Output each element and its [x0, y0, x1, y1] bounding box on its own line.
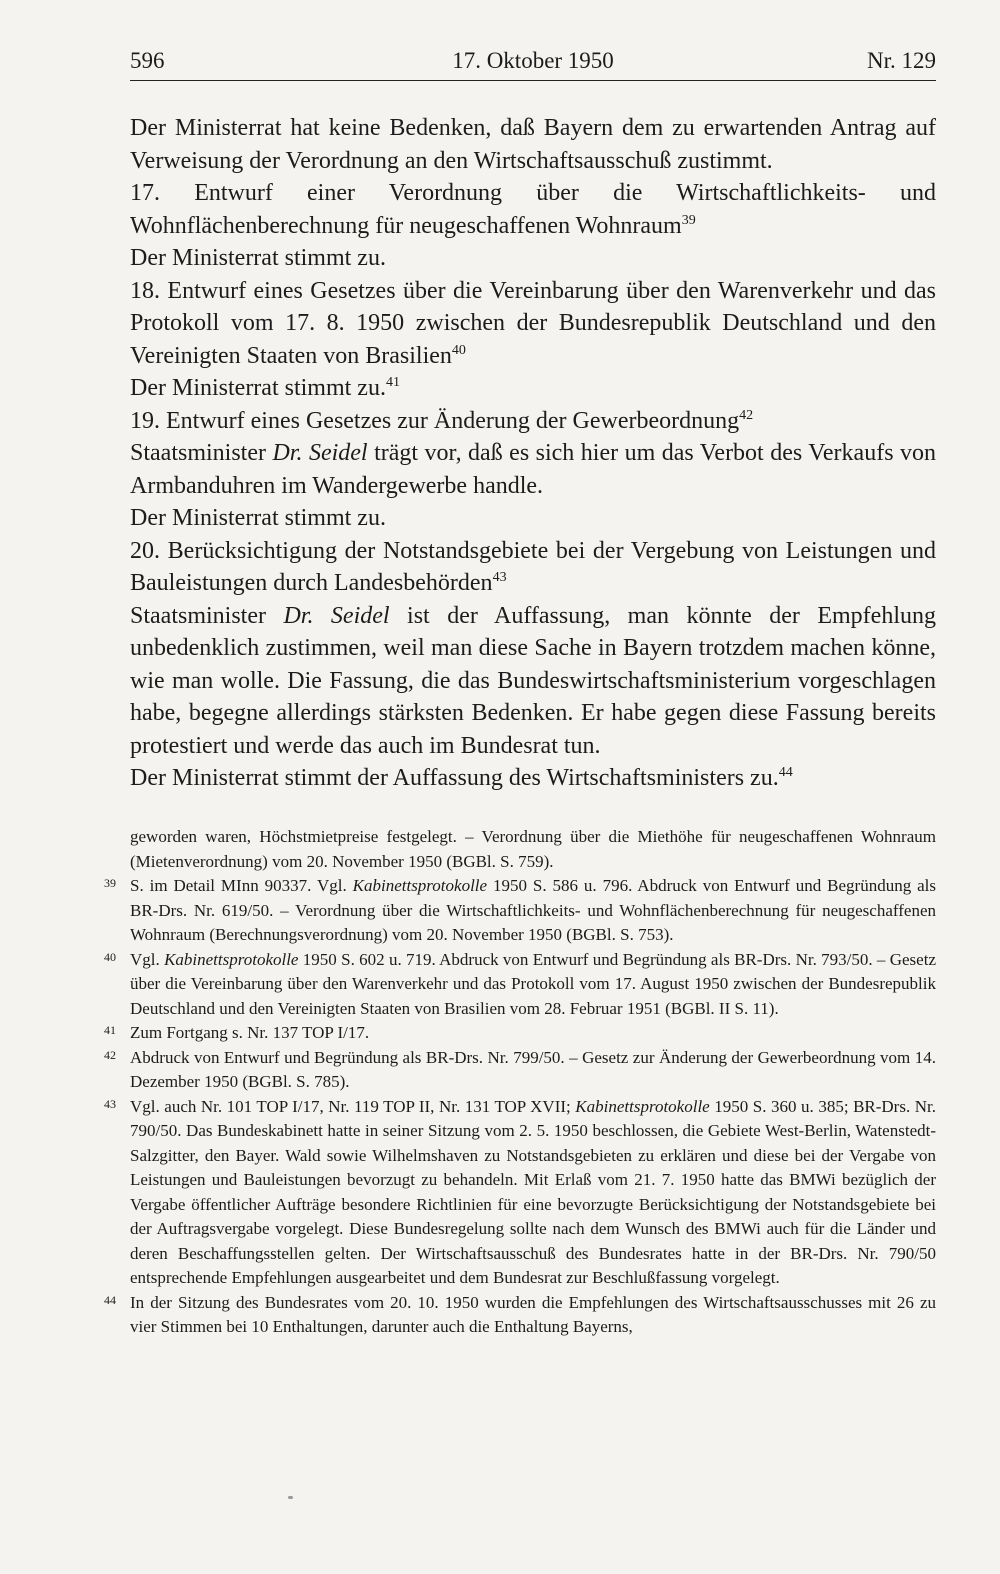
footnote-reference: 39 [681, 212, 696, 228]
footnote-text: S. im Detail MInn 90337. Vgl. [130, 876, 353, 895]
footnote-reference: 40 [451, 342, 466, 358]
paragraph-text: Der Ministerrat hat keine Bedenken, daß Bayern dem zu erwartenden Antrag auf Verweisung der Verordnung an den Wirtschaftsausschuß zustimmt. [130, 115, 936, 174]
paragraph-text: ist der Auffassung, man könnte der Empfehlung unbedenklich zustimmen, weil man diese Sache in Bayern trotzdem machen könne, wie man wolle. Die Fassung, die das Bundeswirtschaftsministerium vorgeschlagen habe, begegne allerdings stärksten Bedenken. Er habe gegen diese Fassung bereits protestiert und werde das auch im Bundesrat tun. [130, 602, 936, 759]
running-header [130, 46, 936, 76]
footnote-text: 1950 S. 360 u. 385; BR-Drs. Nr. 790/50. Das Bundeskabinett hatte in seiner Sitzung vom 2. 5. 1950 beschlossen, die Gebiete West-Berlin, Watenstedt-Salzgitter, den Bayer. Wald sowie Wilhelmshaven zu Notstandsgebieten zu erklären und diese bei der Vergabe von Leistungen und Bauleistungen bevorzugt zu behandeln. Mit Erlaß vom 21. 7. 1950 hatte das BMWi bezüglich der Vergabe öffentlicher Aufträge besondere Richtlinien für eine bevorzugte Berücksichtigung der Notstandsgebiete bei der Auftragsvergabe vorgelegt. Diese Bundesregelung sollte nach dem Wunsch des BMWi auch für die Länder und deren Beschaffungsstellen gelten. Der Wirtschaftsausschuß des Bundesrates hatte in der BR-Drs. Nr. 790/50 entsprechende Empfehlungen ausgearbeitet und dem Bundesrat zur Beschlußfassung vorgelegt. [130, 1096, 936, 1287]
footnote-text: Zum Fortgang s. Nr. 137 TOP I/17. [130, 1023, 370, 1042]
body-paragraph [130, 405, 936, 438]
paragraph-text: 18. Entwurf eines Gesetzes über die Vereinbarung über den Warenverkehr und das Protokoll vom 17. 8. 1950 zwischen der Bundesrepublik Deutschland und den Vereinigten Staaten von Brasilien [130, 277, 936, 369]
paragraph-text: 20. Berücksichtigung der Notstandsgebiete bei der Vergebung von Leistungen und Bauleistungen durch Landesbehörden [130, 537, 936, 596]
paragraph-text: Der Ministerrat stimmt zu. [130, 245, 386, 271]
footnote-text: In der Sitzung des Bundesrates vom 20. 10. 1950 wurden die Empfehlungen des Wirtschaftsausschusses mit 26 zu vier Stimmen bei 10 Enthaltungen, darunter auch die Enthaltung Bayerns, [130, 1292, 936, 1336]
paragraph-text: 19. Entwurf eines Gesetzes zur Änderung der Gewerbeordnung [130, 407, 740, 434]
body-paragraph [130, 600, 936, 763]
footnote [130, 825, 936, 874]
paragraph-text: Staatsminister [130, 602, 284, 629]
footnote [104, 1291, 936, 1340]
footnote [104, 1021, 936, 1046]
body-paragraph [130, 112, 936, 177]
paragraph-text: trägt vor, daß es sich hier um das Verbot des Verkaufs von Armbanduhren im Wandergewerbe handle. [130, 440, 937, 499]
footnote-text: Vgl. [130, 949, 165, 969]
paragraph-text: Der Ministerrat stimmt zu. [130, 375, 386, 401]
speaker-name: Dr. Seidel [283, 602, 390, 629]
paragraph-text: 17. Entwurf einer Verordnung über die Wirtschaftlichkeits- und Wohnflächenberechnung für neugeschaffenen Wohnraum [130, 180, 936, 239]
footnote-number: 42 [104, 1047, 116, 1062]
footnote [104, 948, 936, 1022]
footnote-citation-title: Kabinettsprotokolle [352, 876, 488, 895]
footnote-reference: 42 [739, 407, 754, 423]
footnotes [104, 825, 936, 1340]
footnote [104, 1046, 936, 1095]
body-paragraph [130, 437, 936, 502]
footnote-text: 1950 S. 602 u. 719. Abdruck von Entwurf und Begründung als BR-Drs. Nr. 793/50. – Gesetz über die Vereinbarung über den Warenverkehr und das Protokoll vom 17. August 1950 zwischen der Bundesrepublik Deutschland und den Vereinigten Staaten von Brasilien vom 28. Februar 1951 (BGBl. II S. 11). [130, 949, 936, 1018]
header-date: 17. Oktober 1950 [452, 48, 614, 73]
speaker-name: Dr. Seidel [272, 440, 368, 466]
footnote-number: 43 [104, 1096, 116, 1111]
footnote-text: Abdruck von Entwurf und Begründung als BR-Drs. Nr. 799/50. – Gesetz zur Änderung der Gewerbeordnung vom 14. Dezember 1950 (BGBl. S. 785). [130, 1047, 936, 1091]
footnote-reference: 43 [492, 570, 507, 585]
footnote-text: Vgl. auch Nr. 101 TOP I/17, Nr. 119 TOP II, Nr. 131 TOP XVII; [130, 1096, 576, 1116]
footnote-text: geworden waren, Höchstmietpreise festgelegt. – Verordnung über die Miethöhe für neugeschaffenen Wohnraum (Mietenverordnung) vom 20. November 1950 (BGBl. S. 759). [130, 827, 936, 871]
paragraph-text: Der Ministerrat stimmt zu. [130, 505, 386, 531]
page-number: 596 [130, 48, 165, 73]
body-paragraph [130, 502, 936, 535]
body-paragraph [130, 242, 936, 275]
footnote-text: 1950 S. 586 u. 796. Abdruck von Entwurf und Begründung als BR-Drs. Nr. 619/50. – Verordnung über die Wirtschaftlichkeits- und Wohnflächenberechnung für neugeschaffenen Wohnraum (Berechnungsverordnung) vom 20. November 1950 (BGBl. S. 753). [130, 876, 936, 944]
body-paragraph [130, 372, 936, 405]
footnote-reference: 41 [385, 375, 400, 390]
footnote-citation-title: Kabinettsprotokolle [575, 1096, 710, 1116]
paragraph-text: Der Ministerrat stimmt der Auffassung des Wirtschaftsministers zu. [130, 765, 779, 791]
footnote-reference: 44 [778, 765, 793, 780]
footnote-number: 39 [104, 876, 116, 890]
footnote-number: 40 [104, 949, 116, 964]
body-paragraph [130, 762, 936, 795]
header-rule [130, 80, 936, 81]
body-paragraph [130, 535, 936, 600]
body-paragraph [130, 275, 936, 373]
footnote [104, 1095, 936, 1291]
paragraph-text: Staatsminister [130, 440, 273, 466]
body-text [130, 112, 936, 795]
print-speck [288, 1496, 293, 1499]
footnote-citation-title: Kabinettsprotokolle [164, 949, 299, 969]
footnote-number: 41 [104, 1023, 116, 1037]
footnote-number: 44 [104, 1292, 116, 1307]
header-issue-number: Nr. 129 [867, 48, 936, 73]
body-paragraph [130, 177, 936, 242]
footnote [104, 874, 936, 948]
